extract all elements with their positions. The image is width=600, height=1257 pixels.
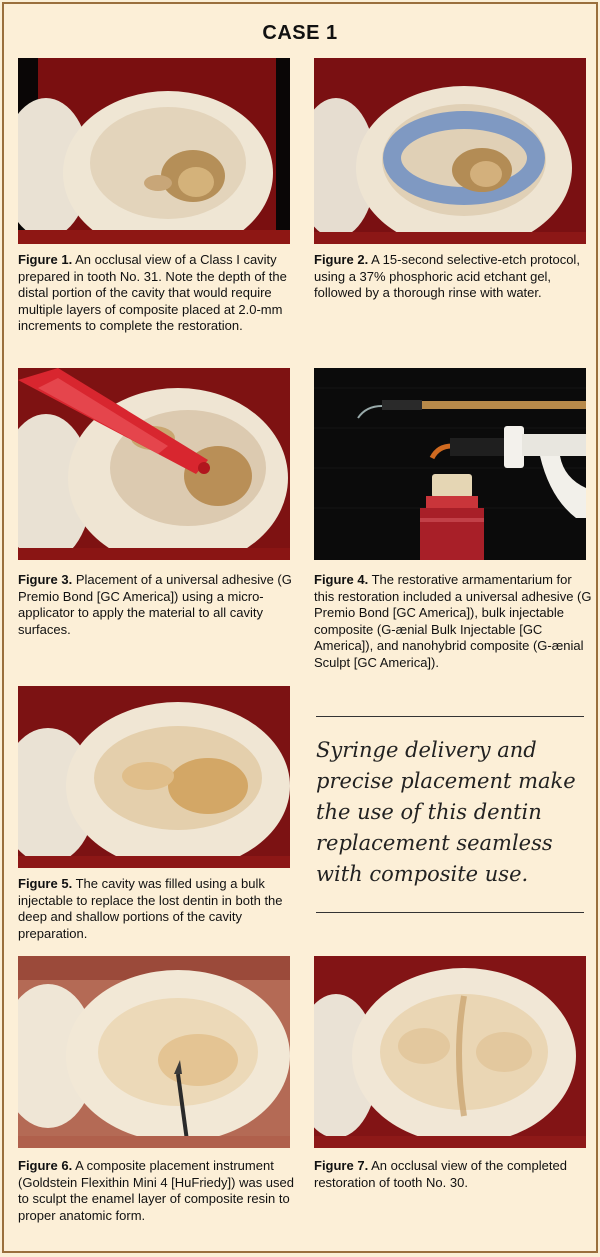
figure-text: A 15-second selective-etch protocol, using a 37% phosphoric acid etchant gel, followed by a thorough rinse with water. <box>314 252 580 300</box>
figure-label: Figure 7. <box>314 1158 369 1173</box>
figure-1-caption <box>18 252 294 335</box>
figure-5-photo <box>18 686 290 868</box>
figure-label: Figure 6. <box>18 1158 73 1173</box>
figure-1-photo <box>18 58 290 244</box>
figure-5-caption <box>18 876 294 942</box>
figure-3-caption <box>18 572 296 638</box>
figure-label: Figure 4. <box>314 572 369 587</box>
figure-text: A composite placement instrument (Goldstein Flexithin Mini 4 [HuFriedy]) was used to sculpt the enamel layer of composite resin to proper anatomic form. <box>18 1158 294 1223</box>
case-title: CASE 1 <box>262 22 338 44</box>
figure-6-caption <box>18 1158 294 1224</box>
figure-3-photo <box>18 368 290 560</box>
figure-4-caption <box>314 572 592 671</box>
figure-label: Figure 2. <box>314 252 369 267</box>
figure-text: Placement of a universal adhesive (G Premio Bond [GC America]) using a micro-applicator to apply the material to all cavity surfaces. <box>18 572 292 637</box>
figure-label: Figure 3. <box>18 572 73 587</box>
figure-text: The cavity was filled using a bulk injectable to replace the lost dentin in both the deep and shallow portions of the cavity preparation. <box>18 876 283 941</box>
figure-2-photo <box>314 58 586 244</box>
figure-text: An occlusal view of the completed restoration of tooth No. 30. <box>314 1158 567 1190</box>
figure-6-photo <box>18 956 290 1148</box>
figure-text: The restorative armamentarium for this restoration included a universal adhesive (G Premio Bond [GC America]), bulk injectable composite (G-ænial Bulk Injectable [GC America]), and nanohybrid composite (G-ænial Sculpt [GC America]). <box>314 572 592 670</box>
figure-label: Figure 1. <box>18 252 73 267</box>
figure-7-photo <box>314 956 586 1148</box>
figure-label: Figure 5. <box>18 876 73 891</box>
case-page <box>2 2 598 1253</box>
figure-text: An occlusal view of a Class I cavity prepared in tooth No. 31. Note the depth of the distal portion of the cavity that would require multiple layers of composite placed at 2.0-mm increments to complete the restoration. <box>18 252 287 333</box>
pull-quote: Syringe delivery and precise placement make the use of this dentin replacement seamless with composite use. <box>316 716 584 913</box>
figure-7-caption <box>314 1158 590 1191</box>
figure-4-photo <box>314 368 586 560</box>
figure-2-caption <box>314 252 590 302</box>
